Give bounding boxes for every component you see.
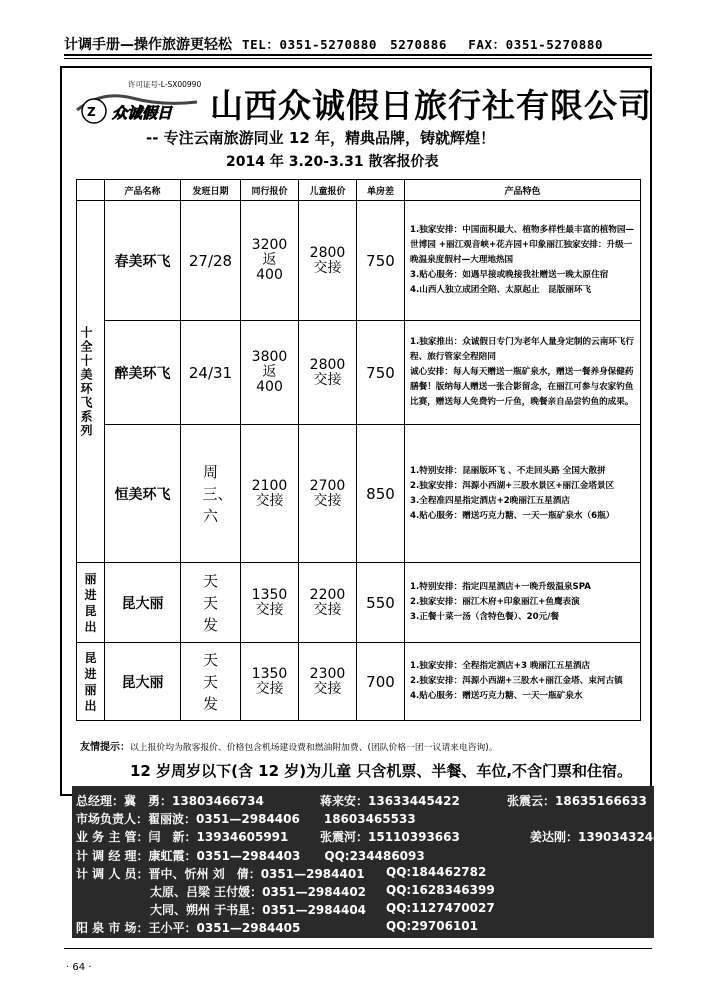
col-departure: 发班日期 [181, 180, 241, 201]
product-name: 春美环飞 [105, 201, 181, 321]
departure-date: 24/31 [181, 321, 241, 425]
contact-yangquan-market: 阳 泉 市 场：王小平：0351—2984405 [76, 921, 301, 935]
contact-market-manager: 市场负责人：翟丽波：0351—2984406 18603465533 [76, 812, 416, 826]
departure-date: 天天发 [181, 563, 241, 643]
table-row [77, 201, 641, 321]
contact-op-staff-2: 太原、吕梁 王付媛：0351—2984402 [150, 885, 367, 899]
product-features: 1.独家推出：众诚假日专门为老年人量身定制的云南环飞行程、旅行管家全程陪同 诚心安排：每人每天赠送一瓶矿泉水，赠送一餐养身保健药膳餐！版纳每人赠送一张合影留念，在丽江可参与农家钓鱼比赛，赠送每人免费钓一斤鱼，晚餐亲自品尝钓鱼的成果。 [405, 321, 641, 425]
product-features: 1.独家安排：全程指定酒店+3 晚丽江五星酒店 2.独家安排：洱源小西湖+三股水+丽江金塔、束河古镇 4.贴心服务：赠送巧克力糖、一天一瓶矿泉水 [405, 643, 641, 721]
table-row [77, 563, 641, 643]
adult-price: 3800 返 400 [241, 321, 299, 425]
price-table [76, 179, 641, 721]
table-row [77, 321, 641, 425]
contact-general-manager: 总经理：冀 勇：13803466734 [76, 794, 264, 808]
series-label: 十全十美环飞系列 [79, 325, 93, 438]
child-price: 2200 交接 [299, 563, 357, 643]
child-price: 2800 交接 [299, 201, 357, 321]
series-label: 丽进昆出 [84, 571, 97, 634]
tip-label: 友情提示： [80, 742, 130, 753]
product-features: 1.特别安排：昆丽版环飞 、不走回头路 全国大散拼 2.独家安排：洱源小西湖+三股水景区+丽江金塔景区 3.全程准四星指定酒店+2晚丽江五星酒店 4.贴心服务：赠送巧克力糖、一天一瓶矿泉水（6瓶） [405, 425, 641, 563]
license-number: 许可证号-L-SX00990 [128, 80, 202, 89]
table-row [77, 425, 641, 563]
col-single-supplement: 单房差 [357, 180, 405, 201]
header-rule [64, 54, 652, 56]
product-name: 恒美环飞 [105, 425, 181, 563]
child-policy-note: 12 岁周岁以下(含 12 岁)为儿童 只含机票、半餐、车位,不含门票和住宿。 [130, 762, 633, 780]
departure-date: 天天发 [181, 643, 241, 721]
adult-price: 2100 交接 [241, 425, 299, 563]
friendly-tip [80, 738, 498, 753]
contact-jiang-da: 姜达刚：13903432443 [530, 830, 670, 844]
header-rule-thin [64, 58, 652, 59]
adult-price: 1350 交接 [241, 563, 299, 643]
child-price: 2700 交接 [299, 425, 357, 563]
col-child-price: 儿童报价 [299, 180, 357, 201]
series-label-cell [77, 563, 105, 643]
company-slogan: -- 专注云南旅游同业 12 年，精典品牌，铸就辉煌！ [146, 129, 495, 147]
adult-price: 3200 返 400 [241, 201, 299, 321]
child-price: 2800 交接 [299, 321, 357, 425]
series-header-cell [77, 180, 105, 201]
contact-op-staff-3: 大同、朔州 于书星：0351—2984404 [150, 903, 367, 917]
contact-business-supervisor: 业 务 主 管：闫 新：13934605991 [76, 830, 289, 844]
product-name: 昆大丽 [105, 643, 181, 721]
contact-op-manager: 计 调 经 理：康虹霞：0351—2984403 QQ:234486093 [76, 849, 425, 863]
product-features: 1.特别安排：指定四星酒店+一晚升级温泉SPA 2.独家安排：丽江木府+印象丽江+鱼鹰表演 3.正餐十菜一汤（含特色餐）、20元/餐 [405, 563, 641, 643]
col-adult-price: 同行报价 [241, 180, 299, 201]
contact-op-staff-1-qq: QQ:184462782 [386, 865, 487, 879]
col-features: 产品特色 [405, 180, 641, 201]
contact-yangquan-qq: QQ:29706101 [386, 919, 478, 933]
departure-date: 周三、六 [181, 425, 241, 563]
tip-text: 以上报价均为散客报价、价格包含机场建设费和燃油附加费、(团队价格一团一议请来电咨询)。 [130, 743, 498, 753]
col-product-name: 产品名称 [105, 180, 181, 201]
series-label-cell [77, 201, 105, 563]
company-name: 山西众诚假日旅行社有限公司 [210, 86, 652, 125]
product-name: 醉美环飞 [105, 321, 181, 425]
series-label: 昆进丽出 [84, 650, 97, 713]
contact-jiang: 蒋来安：13633445422 [320, 794, 460, 808]
single-supplement: 850 [357, 425, 405, 563]
child-price: 2300 交接 [299, 643, 357, 721]
departure-date: 27/28 [181, 201, 241, 321]
contact-zhang-yun: 张震云：18635166633 [507, 794, 647, 808]
product-name: 昆大丽 [105, 563, 181, 643]
table-header-row [77, 180, 641, 201]
single-supplement: 750 [357, 321, 405, 425]
header-slogan: 计调手册—操作旅游更轻松 [64, 37, 232, 53]
price-list-title: 2014 年 3.20-3.31 散客报价表 [226, 154, 439, 170]
header-contact: TEL：0351-5270880 5270886 FAX：0351-5270880 [242, 37, 604, 52]
series-label-cell [77, 643, 105, 721]
contact-op-staff-2-qq: QQ:1628346399 [386, 883, 495, 897]
contact-zhang-he: 张震河：15110393663 [320, 830, 460, 844]
contact-panel [72, 786, 670, 938]
page-number: · 64 · [66, 962, 92, 973]
single-supplement: 550 [357, 563, 405, 643]
header-bar [64, 34, 652, 54]
single-supplement: 700 [357, 643, 405, 721]
contact-op-staff-1: 计 调 人 员：晋中、忻州 刘 倩：0351—2984401 [76, 867, 365, 881]
product-features: 1.独家安排：中国面积最大、植物多样性最丰富的植物园—世博园 +丽江观音峡+花卉园+印象丽江独家安排：升级一晚温泉度假村—大理地热国 3.贴心服务：如遇早接或晚接我社赠送一晚太原住宿 4.山西人独立成团全陪、太原起止 昆版丽环飞 [405, 201, 641, 321]
footer-rule [64, 948, 652, 949]
contact-op-staff-3-qq: QQ:1127470027 [386, 901, 495, 915]
adult-price: 1350 交接 [241, 643, 299, 721]
table-row [77, 643, 641, 721]
svg-text:Z: Z [87, 105, 96, 119]
logo-text: 众诚假日 [112, 104, 173, 122]
single-supplement: 750 [357, 201, 405, 321]
